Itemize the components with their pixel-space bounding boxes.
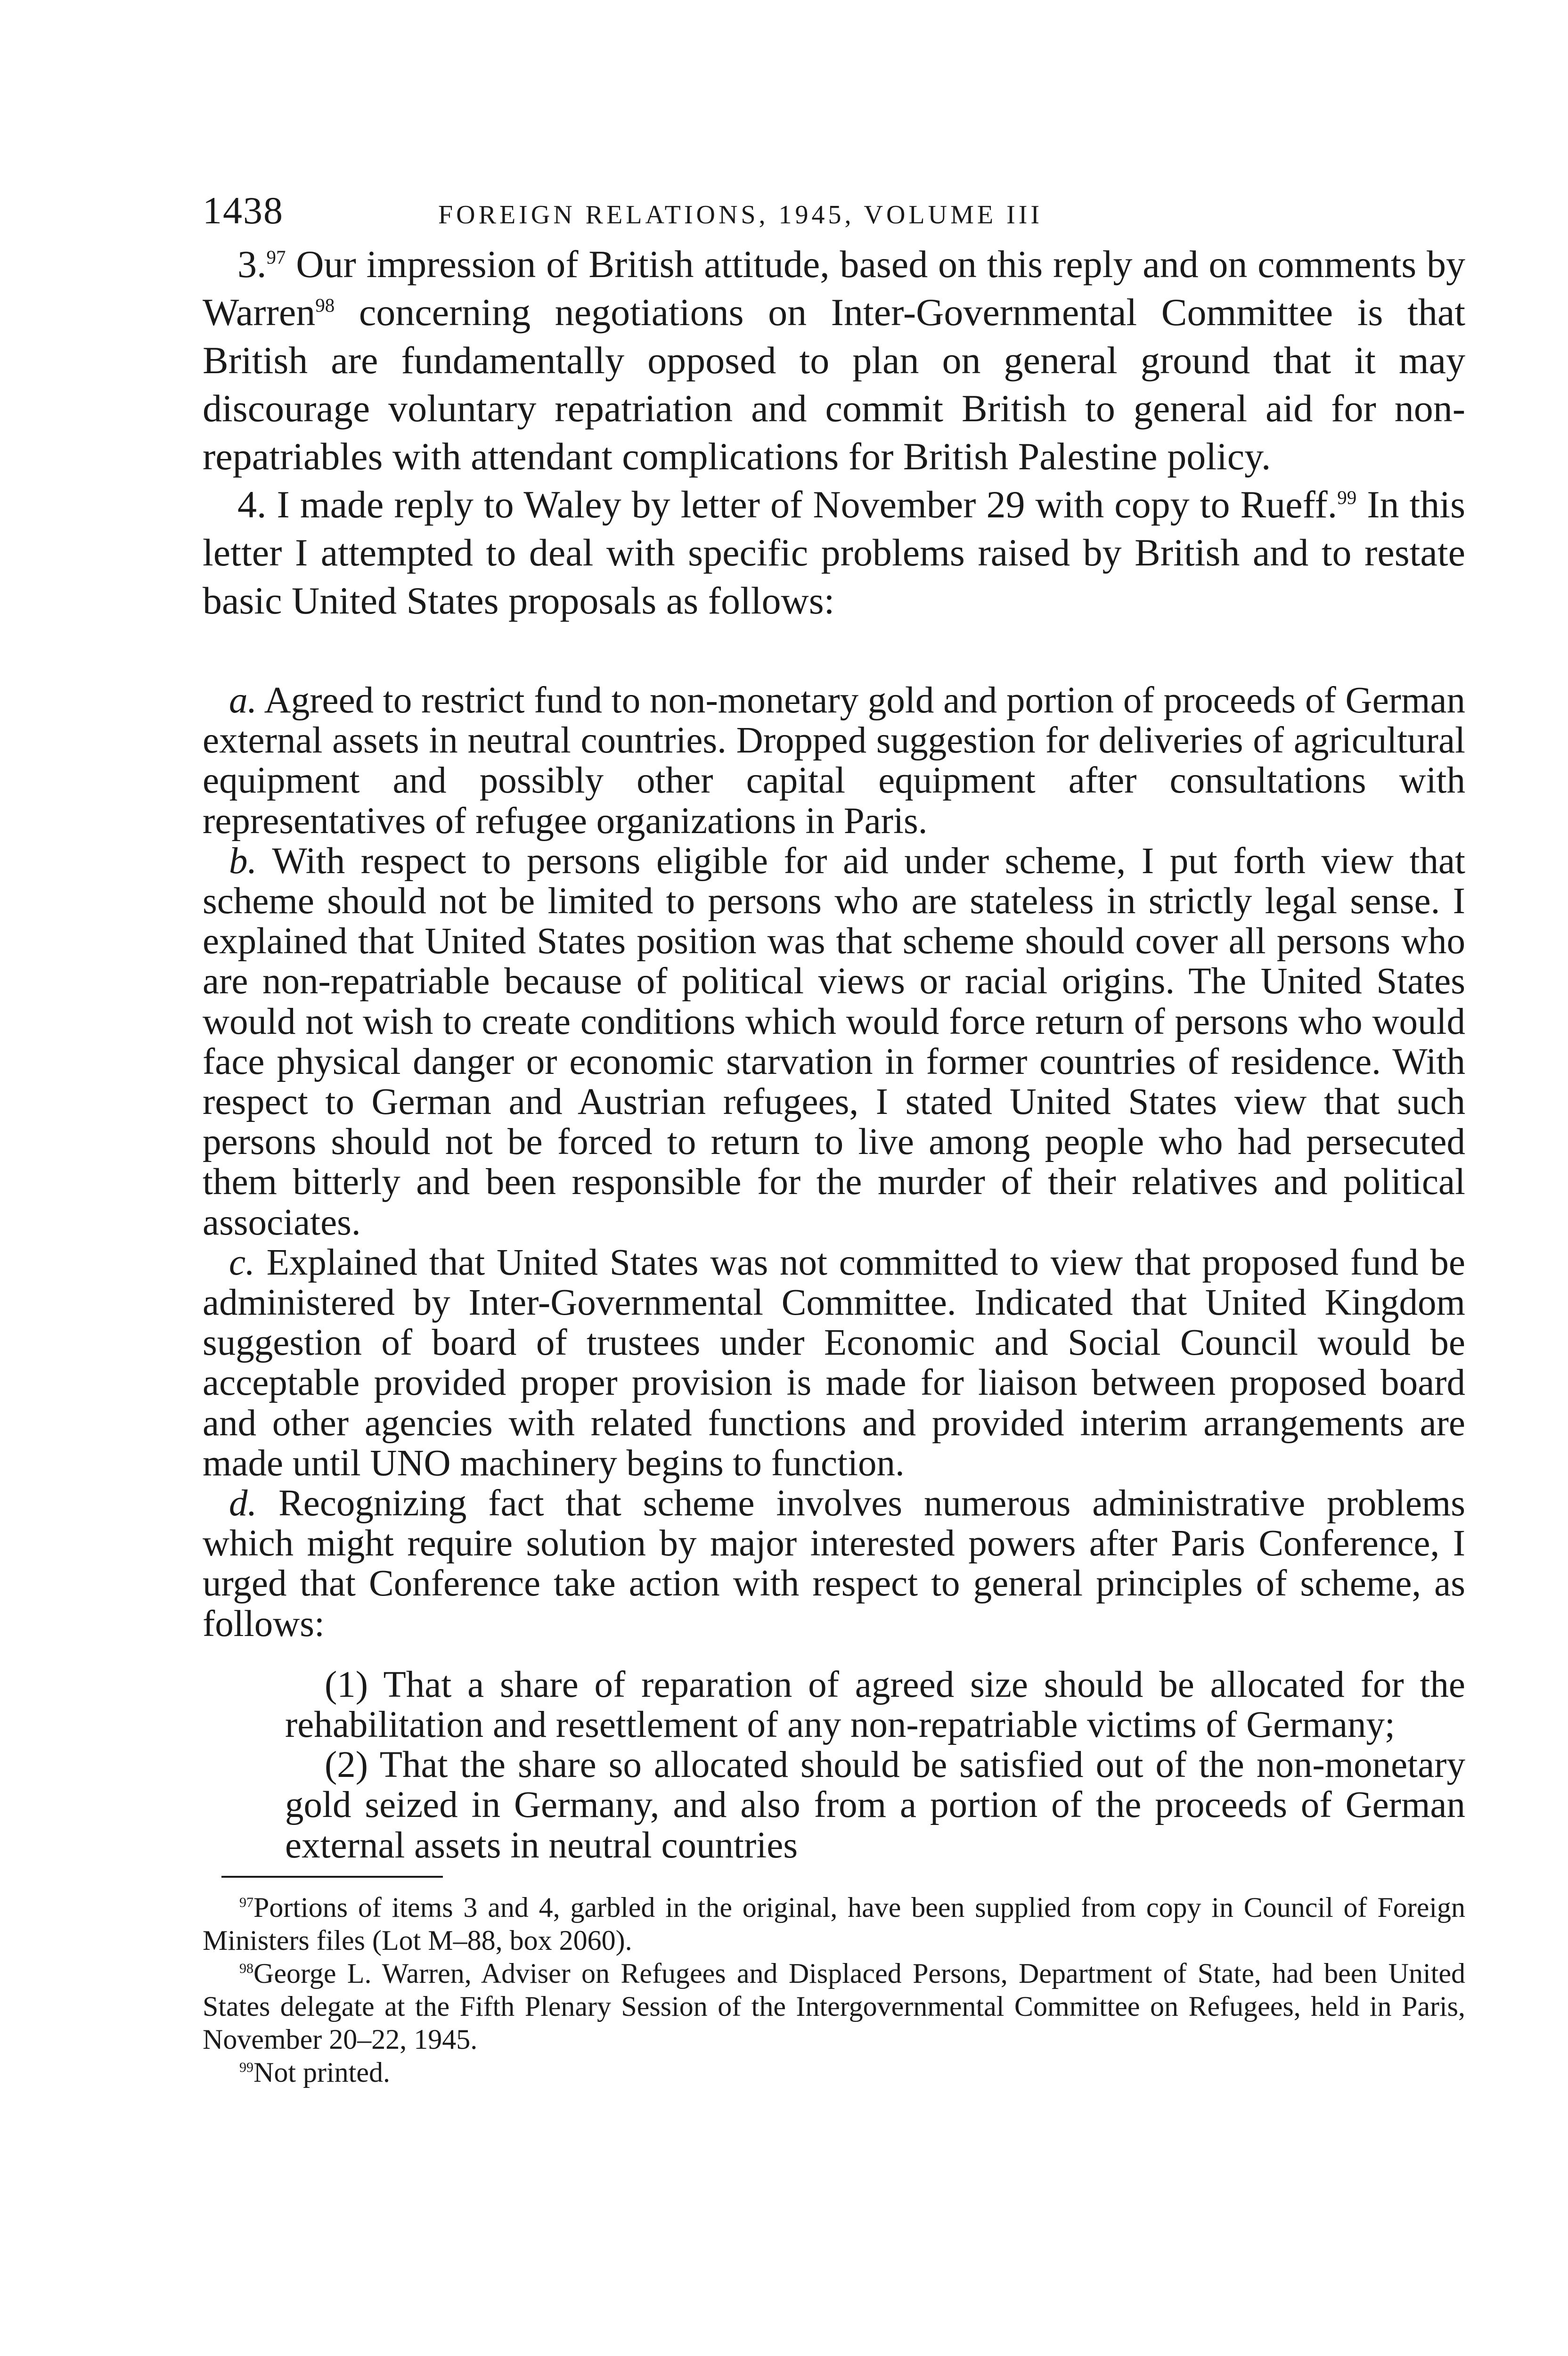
subparagraph-c	[203, 1243, 1465, 1483]
footnotes	[203, 1891, 1465, 2089]
footnote-mark: 97	[239, 1894, 253, 1910]
subparagraph-a	[203, 680, 1465, 841]
subparagraph-letter: c.	[229, 1242, 255, 1283]
document-page	[203, 188, 1465, 2089]
footnote-97	[203, 1891, 1465, 1957]
running-head: FOREIGN RELATIONS, 1945, VOLUME III	[438, 200, 1043, 229]
main-text	[203, 240, 1465, 625]
subparagraph-d	[203, 1483, 1465, 1644]
subparagraph-b	[203, 841, 1465, 1243]
subparagraph-text: With respect to persons eligible for aid under scheme, I put forth view that scheme should not be limited to persons who are stateless in strictly legal sense. I explained that United States position was that scheme should cover all persons who are non-repatriable because of political views or racial origins. The United States would not wish to create conditions which would force return of persons who would face physical danger or economic starvation in former countries of residence. With respect to German and Austrian refugees, I stated United States view that such persons should not be forced to return to live among people who had persecuted them bitterly and been responsible for the murder of their relatives and political associates.	[203, 840, 1465, 1243]
footnote-ref: 97	[266, 246, 286, 268]
subparagraph-letter: b.	[229, 840, 257, 882]
footnote-98	[203, 1957, 1465, 2056]
paragraph-number: 3.	[237, 243, 267, 286]
numbered-item: (1) That a share of reparation of agreed size should be allocated for the rehabilitation and resettlement of any non-repatriable victims of Germany;	[285, 1664, 1465, 1746]
paragraph-text: concerning negotiations on Inter-Governmental Committee is that British are fundamentally opposed to plan on general ground that it may discourage voluntary repatriation and commit British to general aid for non-repatriables with attendant complications for British Palestine policy.	[203, 291, 1465, 478]
page-number: 1438	[203, 189, 284, 232]
numbered-item: (2) That the share so allocated should be satisfied out of the non-monetary gold seized in Germany, and also from a portion of the proceeds of German external assets in neutral countries	[285, 1744, 1465, 1866]
page-header	[203, 188, 1465, 240]
subparagraph-text: Explained that United States was not committed to view that proposed fund be administered by Inter-Governmental Committee. Indicated that United Kingdom suggestion of board of trustees under Economic and Social Council would be acceptable provided proper provision is made for liaison between proposed board and other agencies with related functions and provided interim arrangements are made until UNO machinery begins to function.	[203, 1242, 1465, 1484]
footnote-ref: 99	[1337, 486, 1357, 508]
subparagraph-text: Recognizing fact that scheme involves numerous administrative problems which might require solution by major interested powers after Paris Conference, I urged that Conference take action with respect to general principles of scheme, as follows:	[203, 1483, 1465, 1644]
subparagraph-letter: d.	[229, 1483, 257, 1524]
footnote-mark: 99	[239, 2059, 253, 2075]
footnote-text: Not printed.	[253, 2056, 390, 2088]
footnote-text: Portions of items 3 and 4, garbled in the original, have been supplied from copy in Council of Foreign Ministers files (Lot M–88, box 2060).	[203, 1891, 1465, 1956]
paragraph-3	[203, 240, 1465, 481]
paragraph-4	[203, 481, 1465, 625]
footnote-text: George L. Warren, Adviser on Refugees and Displaced Persons, Department of State, had been United States delegate at the Fifth Plenary Session of the Intergovernmental Committee on Refugees, held in Paris, November 20–22, 1945.	[203, 1957, 1465, 2055]
paragraph-text: Our impression of British attitude, based on this reply and on comments by Warren	[203, 243, 1465, 334]
subparagraph-letter: a.	[229, 680, 257, 721]
numbered-list	[285, 1665, 1465, 1865]
footnote-divider	[221, 1876, 443, 1878]
paragraph-text: 4. I made reply to Waley by letter of November 29 with copy to Rueff.	[237, 483, 1338, 526]
paragraph-text: In this letter I attempted to deal with specific problems raised by British and to restate basic United States proposals as follows:	[203, 483, 1465, 622]
footnote-ref: 98	[315, 294, 335, 316]
subparagraph-text: Agreed to restrict fund to non-monetary gold and portion of proceeds of German external assets in neutral countries. Dropped suggestion for deliveries of agricultural equipment and possibly other capital equipment after consultations with representatives of refugee organizations in Paris.	[203, 680, 1465, 842]
footnote-99	[203, 2056, 1465, 2089]
footnote-mark: 98	[239, 1960, 253, 1976]
subparagraph-list	[203, 680, 1465, 1865]
